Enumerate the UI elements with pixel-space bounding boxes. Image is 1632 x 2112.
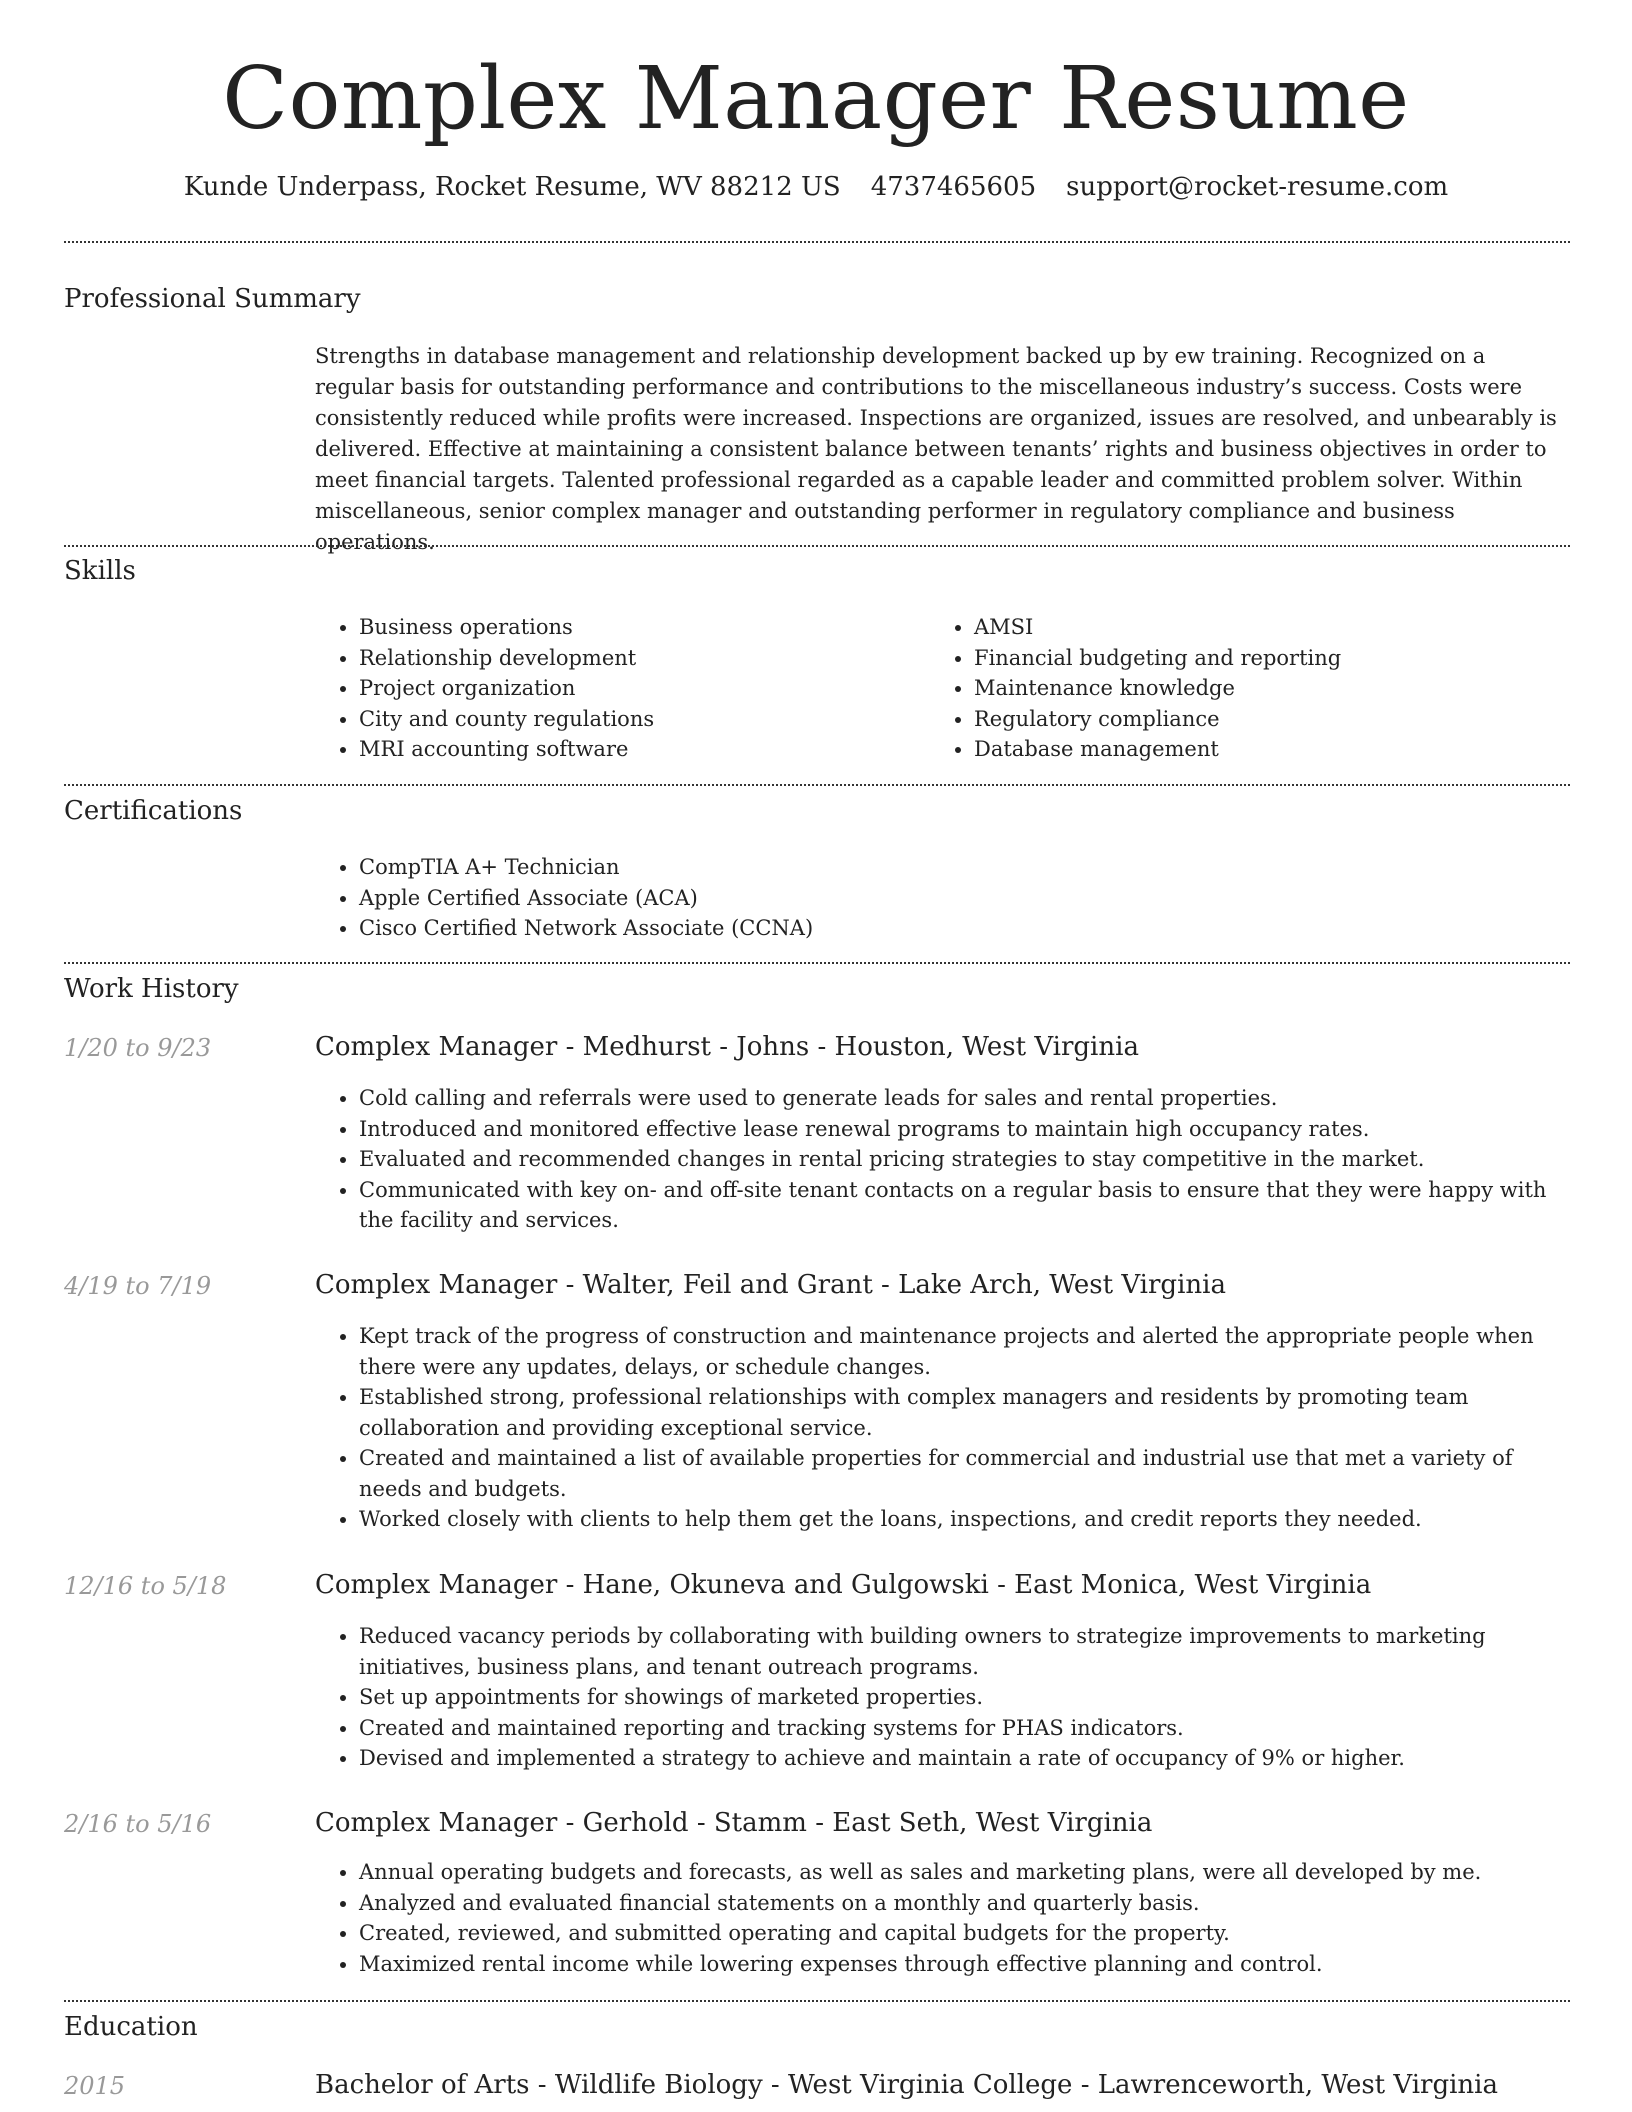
- education-title: Bachelor of Arts - Wildlife Biology - West Virginia College - Lawrenceworth, West Virginia: [315, 2070, 1498, 2100]
- list-item: • Kept track of the progress of construction and maintenance projects and alerted the appropriate people when there were any updates, delays, or schedule changes.: [359, 1321, 1570, 1382]
- list-item: • AMSI: [974, 612, 1574, 643]
- list-item: • Business operations: [359, 612, 919, 643]
- list-item: • Cisco Certified Network Associate (CCNA): [359, 913, 1559, 944]
- job-title: Complex Manager - Medhurst - Johns - Houston, West Virginia: [315, 1032, 1139, 1062]
- section-heading-skills: Skills: [64, 556, 136, 586]
- resume-title: Complex Manager Resume: [222, 49, 1410, 149]
- divider: [64, 784, 1570, 786]
- list-item: • City and county regulations: [359, 704, 919, 735]
- list-item: • Cold calling and referrals were used to generate leads for sales and rental properties.: [359, 1083, 1570, 1114]
- list-item: • Relationship development: [359, 643, 919, 674]
- job-bullets: [315, 1321, 1570, 1535]
- list-item: • Annual operating budgets and forecasts, as well as sales and marketing plans, were all developed by me.: [359, 1857, 1570, 1888]
- job-dates: 12/16 to 5/18: [64, 1572, 227, 1600]
- education-year: 2015: [64, 2072, 126, 2100]
- list-item: • Introduced and monitored effective lease renewal programs to maintain high occupancy rates.: [359, 1114, 1570, 1145]
- list-item: • Regulatory compliance: [974, 704, 1574, 735]
- list-item: • Communicated with key on- and off-site tenant contacts on a regular basis to ensure that they were happy with the facility and services.: [359, 1175, 1570, 1236]
- job-dates: 4/19 to 7/19: [64, 1272, 212, 1300]
- job-title: Complex Manager - Hane, Okuneva and Gulgowski - East Monica, West Virginia: [315, 1570, 1372, 1600]
- list-item: • Maintenance knowledge: [974, 673, 1574, 704]
- section-heading-certifications: Certifications: [64, 796, 243, 826]
- section-heading-summary: Professional Summary: [64, 284, 361, 314]
- list-item: • CompTIA A+ Technician: [359, 852, 1559, 883]
- list-item: • Devised and implemented a strategy to achieve and maintain a rate of occupancy of 9% or higher.: [359, 1743, 1570, 1774]
- job-title: Complex Manager - Walter, Feil and Grant - Lake Arch, West Virginia: [315, 1270, 1226, 1300]
- divider: [64, 545, 1570, 547]
- list-item: • Analyzed and evaluated financial statements on a monthly and quarterly basis.: [359, 1888, 1570, 1919]
- list-item: • Reduced vacancy periods by collaborating with building owners to strategize improvements to marketing initiatives, business plans, and tenant outreach programs.: [359, 1621, 1570, 1682]
- list-item: • Maximized rental income while lowering expenses through effective planning and control.: [359, 1949, 1570, 1980]
- list-item: • Established strong, professional relationships with complex managers and residents by promoting team collaboration and providing exceptional service.: [359, 1382, 1570, 1443]
- summary-text: Strengths in database management and relationship development backed up by ew training. Recognized on a regular basis for outstanding performance and contributions to the miscellaneous industry’s success. Costs were consistently reduced while profits were increased. Inspections are organized, issues are resolved, and unbearably is delivered. Effective at maintaining a consistent balance between tenants’ rights and business objectives in order to meet financial targets. Talented professional regarded as a capable leader and committed problem solver. Within miscellaneous, senior complex manager and outstanding performer in regulatory compliance and business operations.: [315, 344, 1557, 554]
- job-bullets: [315, 1083, 1570, 1236]
- contact-phone: 4737465605: [870, 172, 1037, 202]
- job-dates: 1/20 to 9/23: [64, 1034, 212, 1062]
- section-heading-work-history: Work History: [64, 974, 239, 1004]
- list-item: • Apple Certified Associate (ACA): [359, 883, 1559, 914]
- job-bullets: [315, 1857, 1570, 1979]
- divider: [64, 2000, 1570, 2002]
- job-dates: 2/16 to 5/16: [64, 1810, 212, 1838]
- list-item: • Created, reviewed, and submitted operating and capital budgets for the property.: [359, 1918, 1570, 1949]
- list-item: • Set up appointments for showings of marketed properties.: [359, 1682, 1570, 1713]
- certifications-list: [315, 852, 1559, 944]
- divider: [64, 241, 1570, 243]
- contact-address: Kunde Underpass, Rocket Resume, WV 88212 US: [183, 172, 841, 202]
- divider: [64, 962, 1570, 964]
- skills-list-left: [315, 612, 919, 765]
- contact-email: support@rocket-resume.com: [1066, 172, 1449, 202]
- list-item: • MRI accounting software: [359, 734, 919, 765]
- section-heading-education: Education: [64, 2012, 198, 2042]
- list-item: • Financial budgeting and reporting: [974, 643, 1574, 674]
- job-bullets: [315, 1621, 1570, 1774]
- skills-list-right: [930, 612, 1574, 765]
- list-item: • Project organization: [359, 673, 919, 704]
- list-item: • Database management: [974, 734, 1574, 765]
- job-title: Complex Manager - Gerhold - Stamm - East Seth, West Virginia: [315, 1808, 1153, 1838]
- contact-line: [0, 172, 1632, 203]
- list-item: • Created and maintained reporting and tracking systems for PHAS indicators.: [359, 1713, 1570, 1744]
- list-item: • Created and maintained a list of available properties for commercial and industrial use that met a variety of needs and budgets.: [359, 1443, 1570, 1504]
- list-item: • Evaluated and recommended changes in rental pricing strategies to stay competitive in the market.: [359, 1144, 1570, 1175]
- list-item: • Worked closely with clients to help them get the loans, inspections, and credit reports they needed.: [359, 1504, 1570, 1535]
